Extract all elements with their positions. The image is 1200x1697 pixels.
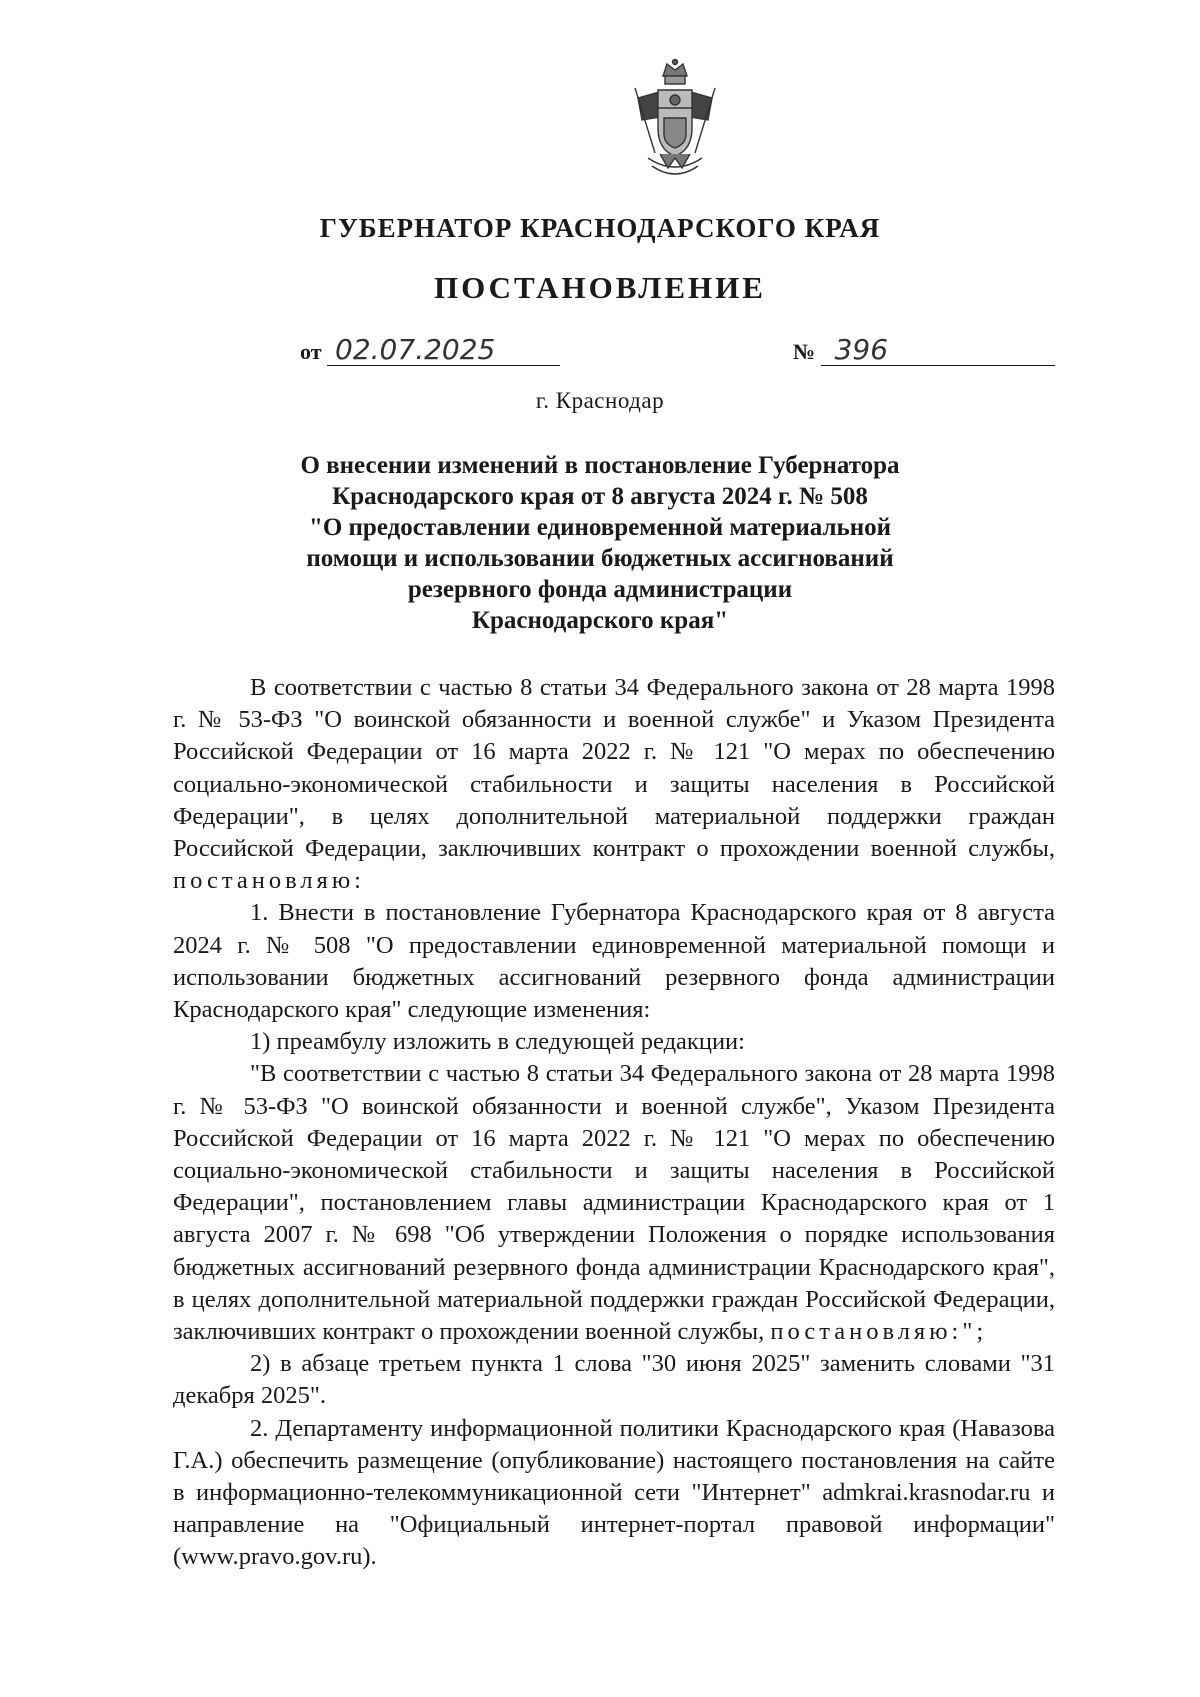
paragraph-subitem-1: 1) преамбулу изложить в следующей редакции: (250, 1028, 745, 1056)
subject-line: резервного фонда администрации (407, 576, 793, 603)
paragraph-item-1: 1. Внести в постановление Губернатора Краснодарского края от 8 августа 2024 г. № 508 "О предоставлении единовременной материальной помощи и использовании бюджетных ассигнований резервного фонда администрации Краснодарского края" следующие изменения: (173, 899, 1055, 1024)
subject-line: Краснодарского края от 8 августа 2024 г. № 508 (332, 483, 868, 510)
subject-line: О внесении изменений в постановление Губернатора (300, 452, 900, 479)
paragraph-item-2: 2. Департаменту информационной политики Краснодарского края (Навазова Г.А.) обеспечить размещение (опубликование) настоящего постановления на сайте в информационно-телекоммуникационной сети "Интернет" admkrai.krasnodar.ru и направление на "Официальный интернет-портал правовой информации" (www.pravo.gov.ru). (173, 1414, 1055, 1571)
paragraph-preamble: В соответствии с частью 8 статьи 34 Федерального закона от 28 марта 1998 г. № 53-ФЗ "О воинской обязанности и военной службе" и Указом Президента Российской Федерации от 16 марта 2022 г. № 121 "О мерах по обеспечению социально-экономической стабильности и защиты населения в Российской Федерации", в целях дополнительной материальной поддержки граждан Российской Федерации, заключивших контракт о прохождении военной службы, постановляю: (173, 674, 1055, 895)
resolve-word: постановляю: (173, 867, 365, 895)
resolve-word: постановляю:"; (770, 1318, 988, 1346)
paragraph-subitem-2: 2) в абзаце третьем пункта 1 слова "30 июня 2025" заменить словами "31 декабря 2025". (173, 1350, 1055, 1410)
paragraph-new-preamble: "В соответствии с частью 8 статьи 34 Федерального закона от 28 марта 1998 г. № 53-ФЗ "О воинской обязанности и военной службе", Указом Президента Российской Федерации от 16 марта 2022 г. № 121 "О мерах по обеспечению социально-экономической стабильности и защиты населения в Российской Федерации", постановлением главы администрации Краснодарского края от 1 августа 2007 г. № 698 "Об утверждении Положения о порядке использования бюджетных ассигнований резервного фонда администрации Краснодарского края", в целях дополнительной материальной поддержки граждан Российской Федерации, заключивших контракт о прохождении военной службы, постановляю:"; (173, 1060, 1055, 1346)
coat-of-arms-icon (620, 58, 730, 183)
subject-line: Краснодарского края" (471, 607, 729, 634)
city: г. Краснодар (535, 388, 665, 413)
number-value: 396 (821, 335, 1055, 366)
document-body (173, 672, 1055, 1574)
date-field (300, 335, 560, 366)
number-field (793, 335, 1055, 366)
date-prefix: от (300, 339, 322, 364)
date-value: 02.07.2025 (327, 335, 560, 366)
document-subject (260, 450, 940, 636)
document-type: ПОСТАНОВЛЕНИЕ (434, 270, 766, 305)
subject-line: помощи и использовании бюджетных ассигнований (306, 545, 894, 572)
subject-line: "О предоставлении единовременной материальной (308, 514, 892, 541)
organization-title: ГУБЕРНАТОР КРАСНОДАРСКОГО КРАЯ (319, 213, 881, 243)
number-prefix: № (793, 339, 816, 364)
